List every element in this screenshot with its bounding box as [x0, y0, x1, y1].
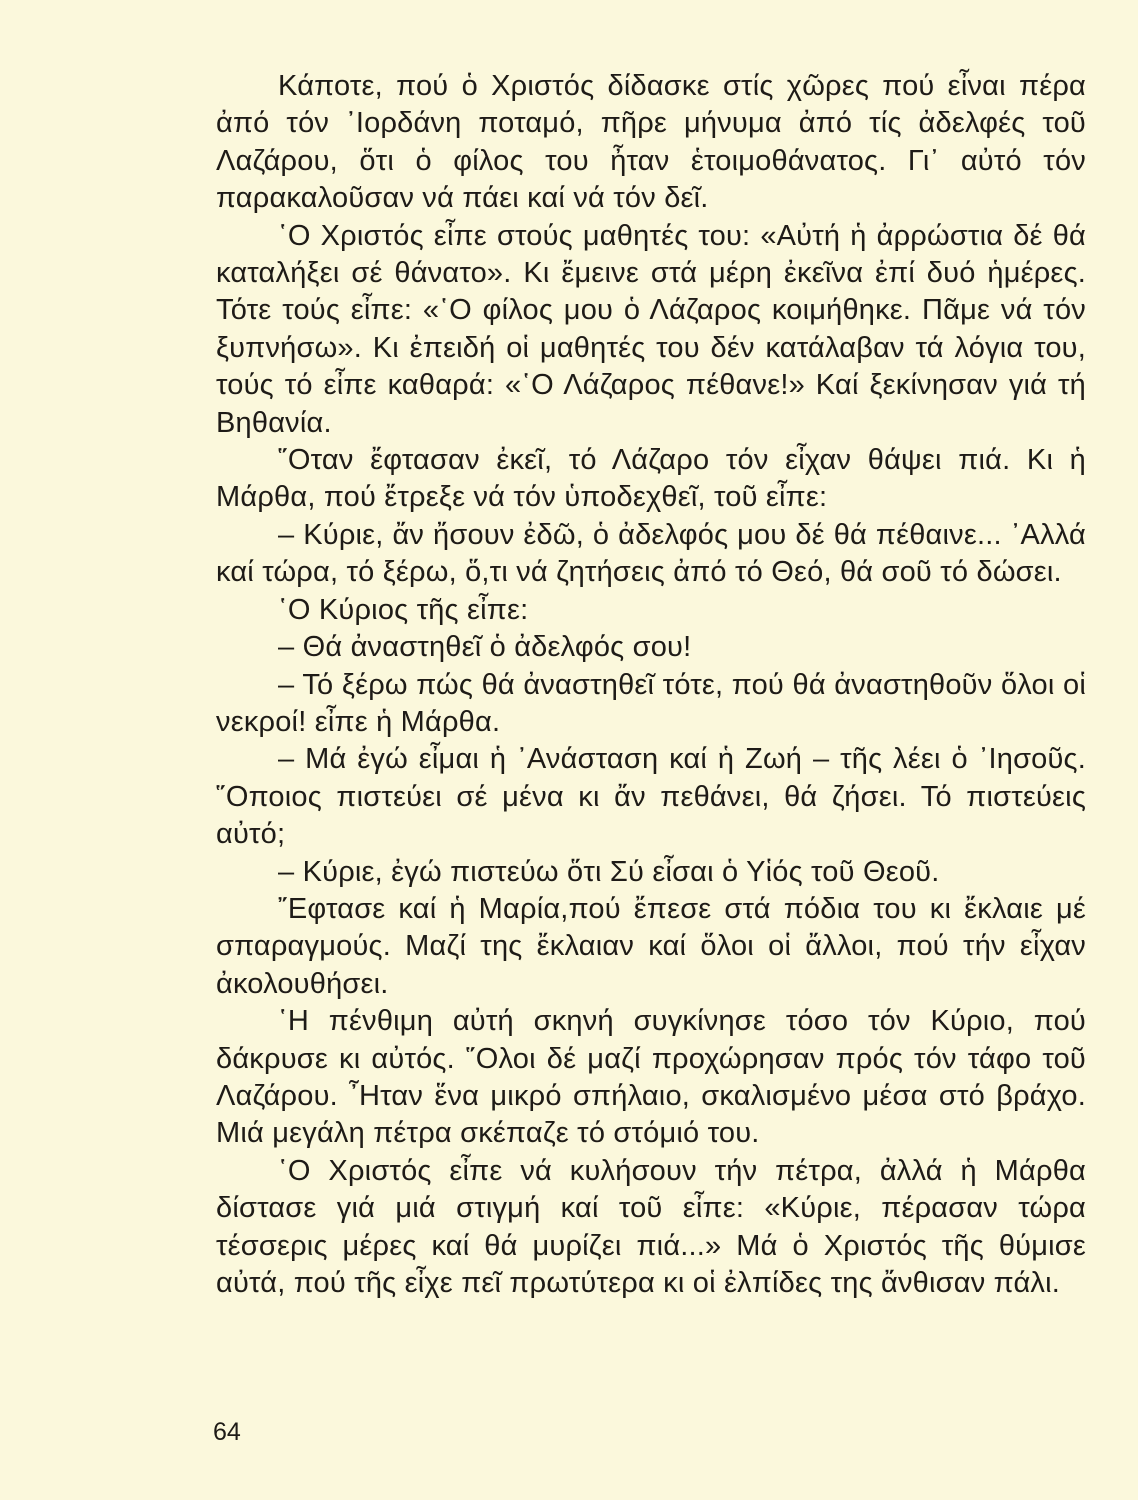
dialogue-line: – Θά ἀναστηθεῖ ὁ ἀδελφός σου! — [278, 631, 692, 664]
paragraph: ῞Οταν ἔφτασαν ἐκεῖ, τό Λάζαρο τόν εἶχαν θάψει πιά. Κι ἡ Μάρθα, πού ἔτρεξε νά τόν ὑποδεχθεῖ, τοῦ εἶπε: — [216, 444, 1086, 514]
paragraph: ῾Ο Κύριος τῆς εἶπε: — [278, 593, 529, 626]
dialogue-line: – Κύριε, ἄν ἤσουν ἐδῶ, ὁ ἀδελφός μου δέ θά πέθαινε... ᾿Αλλά καί τώρα, τό ξέρω, ὅ,τι νά ζητήσεις ἀπό τό Θεό, θά σοῦ τό δώσει. — [216, 518, 1086, 589]
paragraph: ῾Η πένθιμη αὐτή σκηνή συγκίνησε τόσο τόν Κύριο, πού δάκρυσε κι αὐτός. ῞Ολοι δέ μαζί προχώρησαν πρός τόν τάφο τοῦ Λαζάρου. ῏Ηταν ἕνα μικρό σπήλαιο, σκαλισμένο μέσα στό βράχο. Μιά μεγάλη πέτρα σκέπαζε τό στόμιό του. — [216, 1005, 1086, 1150]
paragraph: ῎Εφτασε καί ἡ Μαρία,πού ἔπεσε στά πόδια του κι ἔκλαιε μέ σπαραγμούς. Μαζί της ἔκλαιαν καί ὅλοι οἱ ἄλλοι, πού τήν εἶχαν ἀκολουθήσει. — [216, 892, 1086, 1000]
dialogue-line: – Κύριε, ἐγώ πιστεύω ὅτι Σύ εἶσαι ὁ Υἱός τοῦ Θεοῦ. — [278, 855, 940, 888]
paragraph: Κάποτε, πού ὁ Χριστός δίδασκε στίς χῶρες πού εἶναι πέρα ἀπό τόν ᾿Ιορδάνη ποταμό, πῆρε μήνυμα ἀπό τίς ἀδελφές τοῦ Λαζάρου, ὅτι ὁ φίλος του ἦταν ἑτοιμοθάνατος. Γι᾿ αὐτό τόν παρακαλοῦσαν νά πάει καί νά τόν δεῖ. — [216, 70, 1086, 215]
dialogue-line: – Τό ξέρω πώς θά ἀναστηθεῖ τότε, πού θά ἀναστηθοῦν ὅλοι οἱ νεκροί! εἶπε ἡ Μάρθα. — [216, 668, 1086, 738]
dialogue-line: – Μά ἐγώ εἶμαι ἡ ᾿Ανάσταση καί ἡ Ζωή – τῆς λέει ὁ ᾿Ιησοῦς. ῞Οποιος πιστεύει σέ μένα κι ἄν πεθάνει, θά ζήσει. Τό πιστεύεις αὐτό; — [216, 743, 1086, 851]
body-text — [216, 68, 1086, 1302]
paragraph: ῾Ο Χριστός εἶπε στούς μαθητές του: «Αὐτή ἡ ἀρρώστια δέ θά καταλήξει σέ θάνατο». Κι ἔμεινε στά μέρη ἐκεῖνα ἐπί δυό ἡμέρες. Τότε τούς εἶπε: «῾Ο φίλος μου ὁ Λάζαρος κοιμήθηκε. Πᾶμε νά τόν ξυπνήσω». Κι ἐπειδή οἱ μαθητές του δέν κατάλαβαν τά λόγια του, τούς τό εἶπε καθαρά: «῾Ο Λάζαρος πέθανε!» Καί ξεκίνησαν γιά τή Βηθανία. — [216, 219, 1086, 439]
paragraph: ῾Ο Χριστός εἶπε νά κυλήσουν τήν πέτρα, ἀλλά ἡ Μάρθα δίστασε γιά μιά στιγμή καί τοῦ εἶπε: «Κύριε, πέρασαν τώρα τέσσερις μέρες καί θά μυρίζει πιά...» Μά ὁ Χριστός τῆς θύμισε αὐτά, πού τῆς εἶχε πεῖ πρωτύτερα κι οἱ ἐλπίδες της ἄνθισαν πάλι. — [216, 1154, 1086, 1299]
page-number: 64 — [213, 1418, 241, 1446]
